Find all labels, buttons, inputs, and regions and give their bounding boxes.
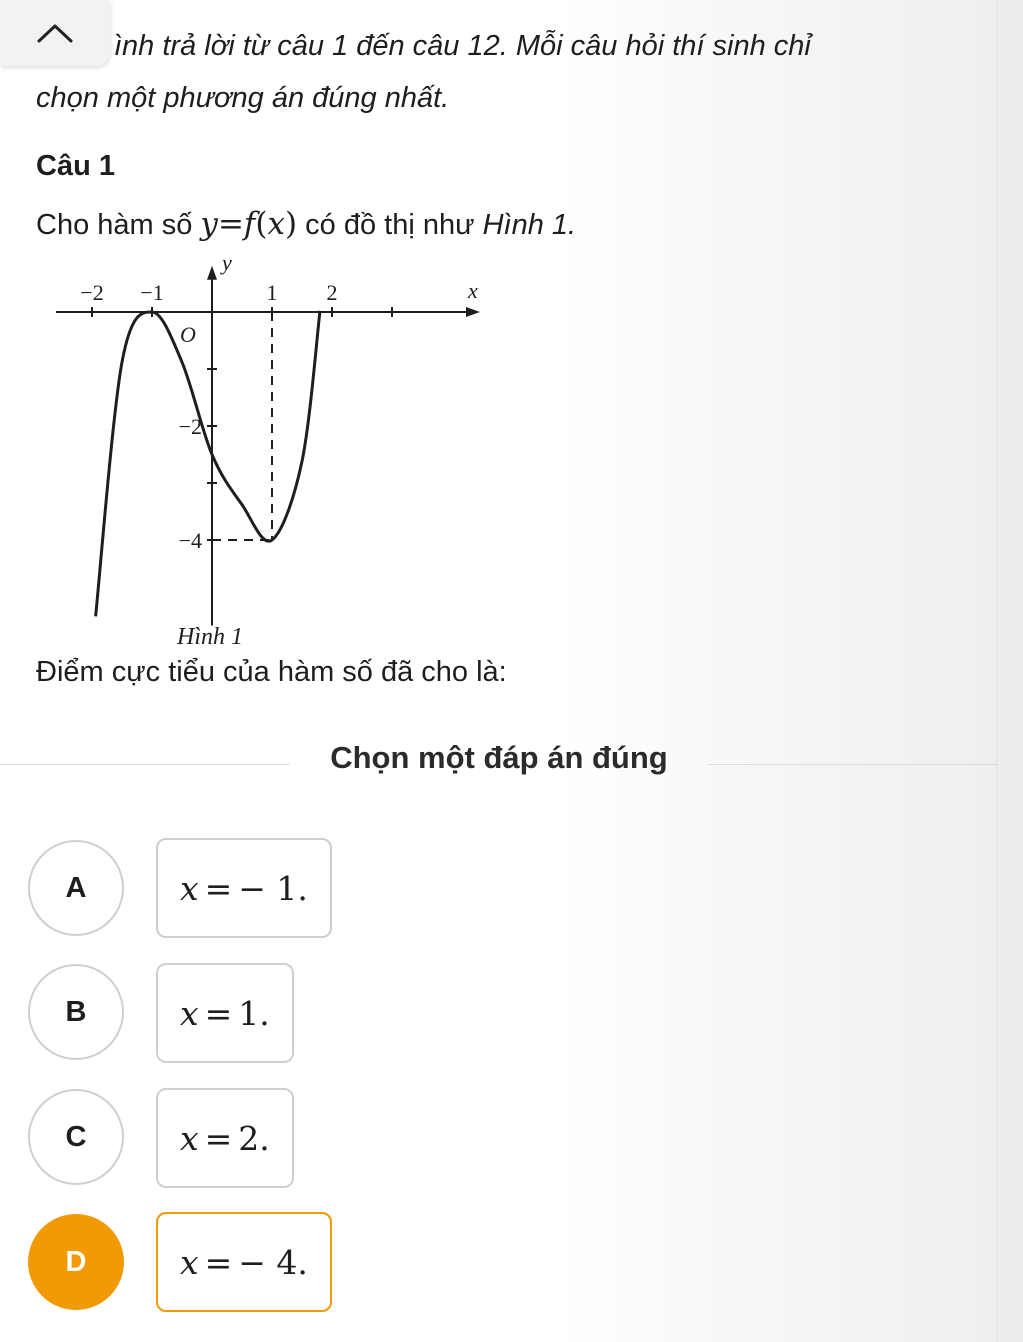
x-tick-label: 1 [266, 280, 278, 305]
x-tick-label: −1 [140, 280, 164, 305]
x-tick-label: 2 [326, 280, 338, 305]
stem-text-after: có đồ thị như [297, 209, 483, 241]
instruction-line-1: ình trả lời từ câu 1 đến câu 12. Mỗi câu hỏi thí sinh chỉ [114, 30, 811, 62]
math-x: x [267, 206, 285, 242]
option-b-eq: = [204, 993, 233, 1033]
y-tick-label: −4 [178, 528, 202, 553]
answers-heading: Chọn một đáp án đúng [330, 740, 668, 775]
math-equals: = [217, 206, 244, 242]
scroll-gutter [996, 0, 1023, 1342]
math-f: f [243, 206, 256, 242]
option-c-letter[interactable] [28, 1089, 124, 1185]
option-d-answer[interactable] [156, 1212, 332, 1312]
stem-text-before: Cho hàm số [36, 209, 201, 241]
option-a-value: − 1. [238, 868, 308, 908]
option-a-eq: = [204, 868, 233, 908]
math-open-paren: ( [255, 206, 268, 242]
function-graph [30, 249, 478, 650]
question-title: Câu 1 [36, 150, 115, 182]
option-b-value: 1. [238, 993, 270, 1033]
function-curve [96, 311, 320, 617]
option-d-letter-text: D [65, 1245, 87, 1278]
divider-right [708, 764, 998, 765]
y-axis-arrow [207, 266, 217, 280]
instruction-line-2: chọn một phương án đúng nhất. [36, 82, 450, 114]
math-close-paren: ) [285, 206, 298, 242]
option-b-letter-text: B [65, 995, 87, 1028]
option-a-letter-text: A [65, 871, 87, 904]
option-c-eq: = [204, 1118, 233, 1158]
instruction-text [36, 20, 936, 124]
option-d-value: − 4. [238, 1242, 308, 1282]
option-b-answer[interactable] [156, 963, 294, 1063]
option-c-value: 2. [238, 1118, 270, 1158]
option-d-letter[interactable] [28, 1214, 124, 1310]
math-y: y [200, 206, 218, 242]
y-axis-label: y [222, 249, 232, 275]
stem-figure-ref: Hình 1. [482, 209, 577, 241]
option-a-letter[interactable] [28, 840, 124, 936]
option-b-var: x [180, 993, 199, 1033]
option-a-answer[interactable] [156, 838, 332, 938]
x-axis-label: x [468, 278, 478, 303]
option-d-eq: = [204, 1242, 233, 1282]
option-c-letter-text: C [65, 1120, 87, 1153]
option-c-answer[interactable] [156, 1088, 294, 1188]
option-d-var: x [180, 1242, 199, 1282]
option-a-var: x [180, 868, 199, 908]
question-stem [36, 206, 576, 242]
origin-label: O [180, 322, 196, 347]
stem-math [200, 206, 297, 242]
option-b-letter[interactable] [28, 964, 124, 1060]
x-tick-label: −2 [80, 280, 104, 305]
option-c-var: x [180, 1118, 199, 1158]
divider-left [0, 764, 290, 765]
graph-caption: Hình 1 [177, 624, 243, 650]
question-prompt: Điểm cực tiểu của hàm số đã cho là: [36, 656, 507, 688]
y-tick-label: −2 [178, 414, 202, 439]
